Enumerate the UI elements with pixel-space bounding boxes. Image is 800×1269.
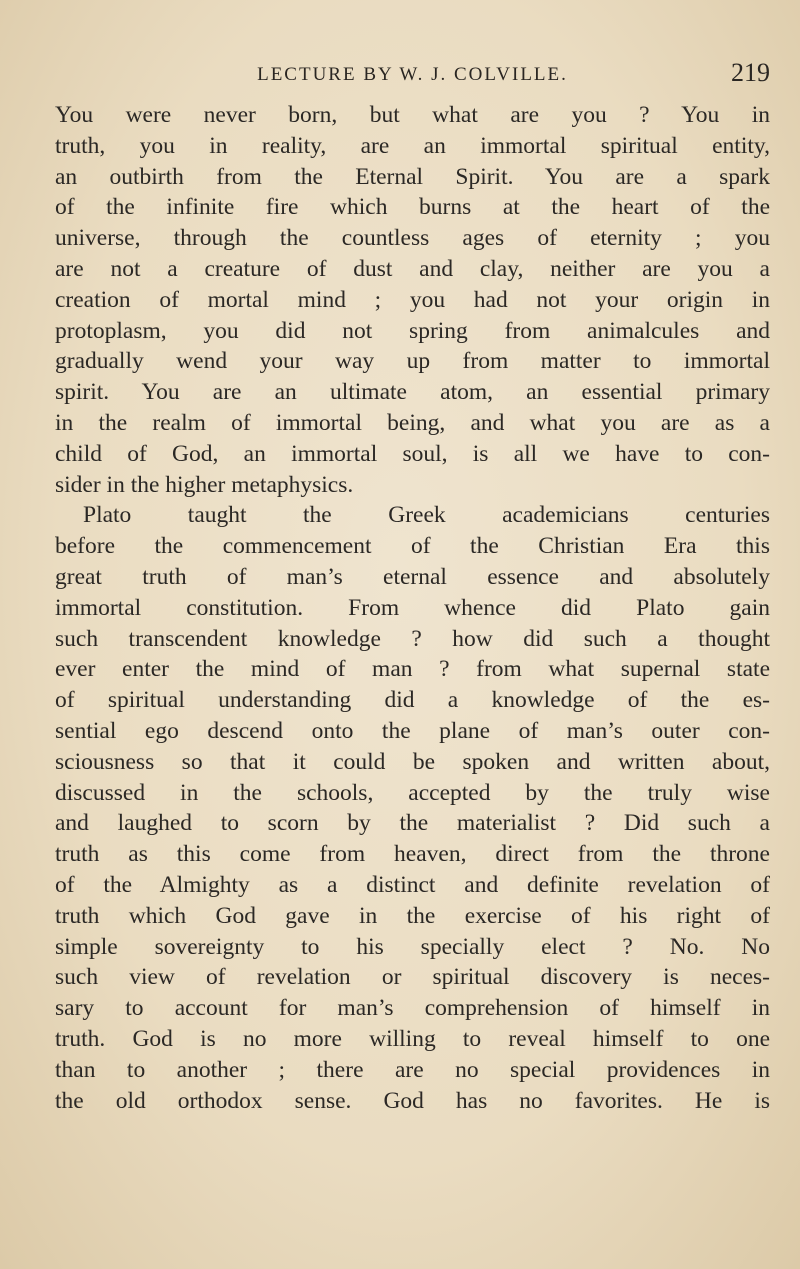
body-text: [55, 100, 770, 1116]
text-line: universe, through the countless ages of eternity ; you: [55, 225, 770, 252]
text-line: immortal constitution. From whence did Plato gain: [55, 594, 770, 621]
text-line: spirit. You are an ultimate atom, an essential primary: [55, 379, 770, 406]
text-line: protoplasm, you did not spring from animalcules and: [55, 317, 770, 344]
text-line: discussed in the schools, accepted by the truly wise: [55, 779, 770, 806]
text-line: than to another ; there are no special providences in: [55, 1056, 770, 1083]
text-line: of the Almighty as a distinct and definite revelation of: [55, 871, 770, 898]
text-line: such transcendent knowledge ? how did such a thought: [55, 625, 770, 652]
running-title: LECTURE BY W. J. COLVILLE.: [257, 64, 568, 85]
text-line: Plato taught the Greek academicians centuries: [83, 502, 770, 529]
text-line: You were never born, but what are you ? You in: [55, 102, 770, 128]
text-line: child of God, an immortal soul, is all we have to con-: [55, 440, 770, 467]
text-line: sary to account for man’s comprehension of himself in: [55, 995, 770, 1022]
text-line: sential ego descend onto the plane of man’s outer con-: [55, 717, 770, 744]
text-line: truth. God is no more willing to reveal himself to one: [55, 1025, 770, 1052]
text-line: ever enter the mind of man ? from what supernal state: [55, 656, 770, 683]
text-line: of the infinite fire which burns at the heart of the: [55, 194, 770, 221]
text-line: before the commencement of the Christian Era this: [55, 533, 770, 560]
text-line: such view of revelation or spiritual discovery is neces-: [55, 964, 770, 991]
text-line: of spiritual understanding did a knowledge of the es-: [55, 687, 770, 714]
text-line: sider in the higher metaphysics.: [55, 471, 354, 498]
text-line: truth which God gave in the exercise of his right of: [55, 902, 770, 929]
text-line: are not a creature of dust and clay, neither are you a: [55, 255, 770, 282]
text-line: an outbirth from the Eternal Spirit. You are a spark: [55, 163, 770, 190]
page-number: 219: [731, 58, 770, 87]
text-line: the old orthodox sense. God has no favorites. He is: [55, 1087, 770, 1114]
text-line: sciousness so that it could be spoken and written about,: [55, 748, 770, 775]
text-line: creation of mortal mind ; you had not your origin in: [55, 286, 770, 313]
running-head: [55, 58, 770, 98]
text-line: in the realm of immortal being, and what you are as a: [55, 409, 770, 436]
text-line: truth as this come from heaven, direct from the throne: [55, 841, 770, 868]
text-line: truth, you in reality, are an immortal spiritual entity,: [55, 132, 770, 159]
text-line: great truth of man’s eternal essence and absolutely: [55, 563, 770, 590]
text-line: and laughed to scorn by the materialist ? Did such a: [55, 810, 770, 837]
text-line: gradually wend your way up from matter to immortal: [55, 348, 770, 375]
text-line: simple sovereignty to his specially elect ? No. No: [55, 933, 770, 960]
